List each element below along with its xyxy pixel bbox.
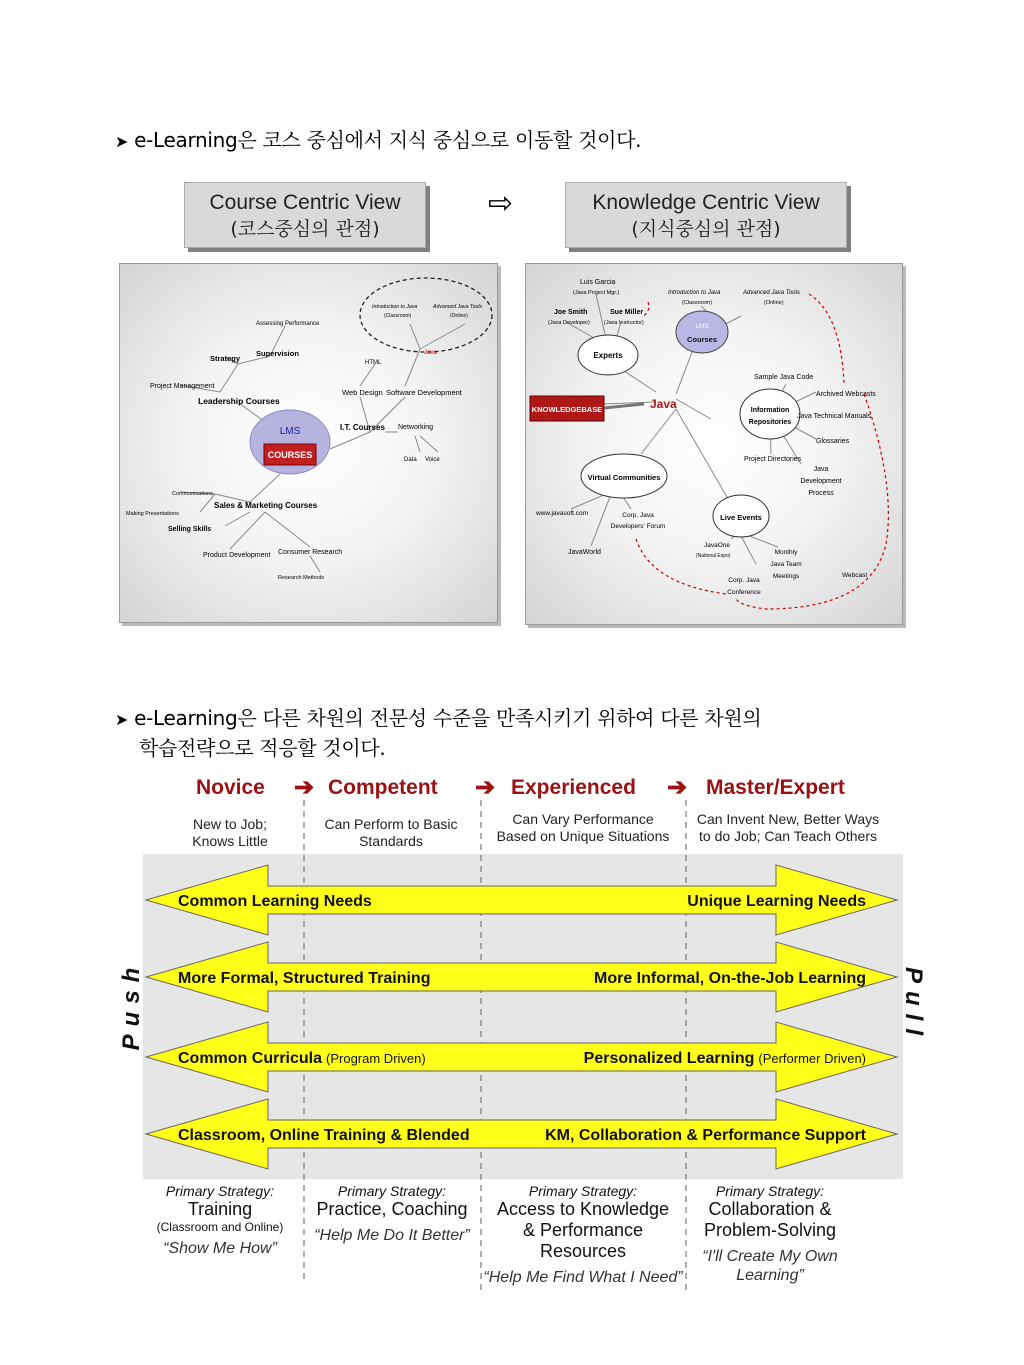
experts-label: Experts	[593, 351, 623, 360]
bullet-arrow-icon-2: ➤	[115, 710, 129, 729]
competent-description: Can Perform to Basic Standards	[324, 816, 458, 849]
level-arrow-icon-2: ➔	[475, 774, 496, 801]
arrow3-left-label: Common Curricula (Program Driven)	[178, 1050, 426, 1067]
section2-heading-line2: 학습전략으로 적응할 것이다.	[139, 736, 386, 760]
experienced-description: Can Vary Performance Based on Unique Situations	[496, 811, 670, 844]
strategy-competent: Primary Strategy: Practice, Coaching “Help Me Do It Better”	[314, 1183, 470, 1244]
k-adv-java-label: Advanced Java Tools	[743, 290, 800, 296]
java-dev-label-2: Development	[800, 478, 842, 485]
intro-java-label: Introduction to Java	[372, 304, 418, 310]
joe-label: Joe Smith	[554, 309, 588, 316]
java-label: Java	[424, 350, 437, 356]
lms-label: LMS	[279, 426, 301, 437]
live-events-label: Live Events	[720, 513, 762, 522]
level-experienced: Experienced	[511, 776, 636, 799]
pull-label: Pull	[900, 966, 927, 1044]
html-label: HTML	[365, 360, 382, 366]
it-courses-label: I.T. Courses	[340, 423, 385, 432]
arrow2-right-label: More Informal, On-the-Job Learning	[593, 970, 866, 987]
luis-label: Luis Garcia	[580, 279, 616, 286]
k-java-label: Java	[650, 397, 677, 411]
adv-java-sub-label: (Online)	[450, 313, 468, 319]
level-arrow-icon-1: ➔	[294, 774, 315, 801]
corp-forum-label-2: Developers' Forum	[610, 523, 666, 530]
k-intro-java-label: Introduction to Java	[668, 290, 721, 296]
level-arrow-icon-3: ➔	[667, 774, 688, 801]
novice-description: New to Job; Knows Little	[192, 816, 268, 849]
strategy-master: Primary Strategy: Collaboration & Problem-Solving “I'll Create My Own Learning”	[702, 1183, 838, 1284]
java-dev-label-3: Process	[808, 490, 834, 497]
javaone-sub-label: (National Expo)	[696, 553, 731, 559]
archived-webcasts-label: Archived Webcasts	[816, 391, 876, 398]
adv-java-label: Advanced Java Tools	[433, 304, 483, 310]
master-description: Can Invent New, Better Ways to do Job; Can Teach Others	[696, 811, 880, 844]
push-label: Push	[118, 959, 145, 1051]
corp-forum-label-1: Corp. Java	[622, 512, 654, 519]
making-presentations-label: Making Presentations	[126, 511, 179, 517]
arrow4-right-label: KM, Collaboration & Performance Support	[545, 1127, 866, 1144]
java-dev-label-1: Java	[813, 466, 829, 473]
knowledge-view-title: Knowledge Centric View	[592, 191, 820, 214]
bullet-arrow-icon: ➤	[115, 132, 129, 151]
luis-sub-label: (Java Project Mgr.)	[573, 290, 620, 296]
strategy-label: Strategy	[210, 354, 241, 363]
consumer-research-label: Consumer Research	[278, 549, 343, 556]
selling-skills-label: Selling Skills	[168, 526, 212, 533]
networking-label: Networking	[398, 424, 434, 431]
communications-label: Communications	[172, 491, 213, 497]
k-courses-label: Courses	[686, 335, 718, 344]
project-directories-label: Project Directories	[744, 456, 802, 463]
monthly-label-1: Monthly	[774, 549, 798, 556]
info-repo-label-1: Information	[750, 407, 790, 414]
right-arrow-icon: ⇨	[488, 186, 514, 221]
webcast-label: Webcast	[842, 572, 868, 579]
joe-sub-label: (Java Developer)	[548, 320, 590, 326]
k-adv-java-sub-label: (Online)	[764, 300, 784, 306]
sue-sub-label: (Java Instructor)	[604, 320, 644, 326]
project-management-label: Project Management	[150, 383, 215, 390]
corp-conf-label-2: Conference	[727, 589, 761, 596]
intro-java-sub-label: (Classroom)	[384, 313, 412, 319]
knowledge-view-subtitle: (지식중심의 관점)	[631, 218, 781, 240]
arrow4-left-label: Classroom, Online Training & Blended	[178, 1127, 470, 1144]
sue-label: Sue Miller	[610, 309, 644, 316]
section1-heading-text: e-Learning은 코스 중심에서 지식 중심으로 이동할 것이다.	[134, 128, 642, 152]
course-view-subtitle: (코스중심의 관점)	[230, 218, 380, 240]
course-view-title: Course Centric View	[209, 191, 401, 214]
research-methods-label: Research Methods	[278, 575, 325, 581]
strategy-novice: Primary Strategy: Training (Classroom and Online) “Show Me How”	[156, 1183, 284, 1257]
javaone-label: JavaOne	[704, 542, 731, 549]
javasoft-label: www.javasoft.com	[536, 510, 589, 517]
knowledgebase-label: KNOWLEDGEBASE	[531, 405, 603, 414]
level-novice: Novice	[196, 776, 265, 799]
level-competent: Competent	[328, 776, 438, 799]
strategy-experienced: Primary Strategy: Access to Knowledge & Performance Resources “Help Me Find What I Need”	[483, 1183, 683, 1286]
leadership-label: Leadership Courses	[198, 396, 280, 406]
k-intro-java-sub-label: (Classroom)	[682, 300, 712, 306]
info-repo-label-2: Repositories	[748, 419, 792, 426]
software-development-label: Software Development	[386, 388, 462, 397]
sample-code-label: Sample Java Code	[754, 374, 814, 381]
section2-heading-line1: e-Learning은 다른 차원의 전문성 수준을 만족시키기 위하여 다른 차원의	[134, 706, 762, 730]
glossaries-label: Glossaries	[816, 438, 850, 445]
sales-marketing-label: Sales & Marketing Courses	[214, 501, 318, 510]
tech-manuals-label: Java Technical Manuals	[797, 413, 872, 420]
monthly-label-2: Java Team	[770, 561, 802, 568]
monthly-label-3: Meetings	[772, 573, 800, 580]
arrow3-right-label: Personalized Learning (Performer Driven)	[583, 1050, 866, 1067]
assessing-label: Assessing Performance	[256, 321, 320, 327]
web-design-label: Web Design	[342, 388, 383, 397]
corp-conf-label-1: Corp. Java	[728, 577, 760, 584]
level-master-expert: Master/Expert	[706, 776, 845, 799]
k-lms-label: LMS	[695, 323, 709, 330]
voice-label: Voice	[425, 457, 440, 463]
product-development-label: Product Development	[203, 552, 271, 559]
virtual-communities-label: Virtual Communities	[587, 473, 661, 482]
data-label: Data	[404, 457, 417, 463]
arrow1-right-label: Unique Learning Needs	[687, 893, 866, 910]
arrow2-left-label: More Formal, Structured Training	[178, 970, 431, 987]
javaworld-label: JavaWorld	[568, 549, 601, 556]
courses-label: COURSES	[267, 450, 313, 460]
supervision-label: Supervision	[256, 349, 299, 358]
arrow1-left-label: Common Learning Needs	[178, 893, 372, 910]
